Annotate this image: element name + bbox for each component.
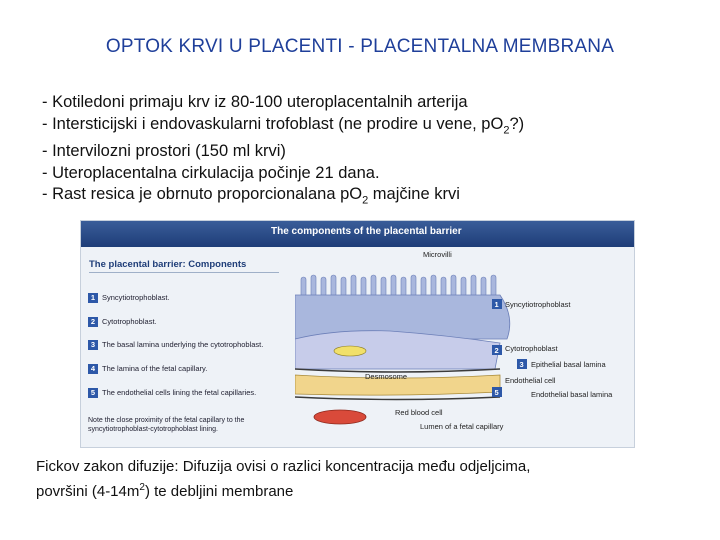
- bullet-list: [42, 92, 524, 212]
- label-syncytiotrophoblast: Syncytiotrophoblast: [505, 300, 571, 309]
- figure-header-title: The components of the placental barrier: [271, 226, 462, 237]
- caption-line-1: Fickov zakon difuzije: Difuzija ovisi o razlici koncentracija među odjeljcima,: [36, 458, 531, 475]
- figure-note: Note the close proximity of the fetal capillary to the syncytiotrophoblast-cytotrophoblast lining.: [88, 417, 245, 433]
- component-item: 5 The endothelial cells lining the fetal capillaries.: [88, 388, 293, 398]
- label-cytotrophoblast: Cytotrophoblast: [505, 344, 558, 353]
- component-item: 2 Cytotrophoblast.: [88, 317, 293, 327]
- red-blood-cell-shape: [314, 410, 366, 424]
- components-title: The placental barrier: Components: [89, 259, 279, 273]
- desmosome-shape: [334, 346, 366, 356]
- label-desmosome: Desmosome: [365, 372, 408, 381]
- label-red-blood-cell: Red blood cell: [395, 408, 443, 417]
- components-panel: [81, 247, 295, 447]
- bullet-item: - Kotiledoni primaju krv iz 80-100 uteroplacentalnih arterija: [42, 93, 468, 111]
- bullet-item: - Rast resica je obrnuto proporcionalana $pO_2$ majčine krvi: [42, 185, 460, 207]
- component-item: 4 The lamina of the fetal capillary.: [88, 364, 293, 374]
- placental-barrier-figure: [80, 220, 635, 448]
- label-lumen: Lumen of a fetal capillary: [420, 422, 504, 431]
- bullet-item: - Intersticijski i endovaskularni trofoblast (ne prodire u vene, $pO_2$?): [42, 114, 525, 136]
- label-endothelial-cell: Endothelial cell: [505, 376, 556, 385]
- marker-3: 3: [519, 360, 524, 369]
- caption-line-2: površini $(4-14m^2)$ te debljini membrane: [36, 482, 294, 500]
- marker-2: 2: [494, 346, 499, 355]
- bullet-item: - Uteroplacentalna cirkulacija počinje 21 dana.: [42, 163, 380, 182]
- label-epithelial-basal-lamina: Epithelial basal lamina: [531, 360, 606, 369]
- label-endothelial-basal-lamina: Endothelial basal lamina: [531, 390, 613, 399]
- fick-law-caption: [36, 456, 676, 502]
- label-microvilli: Microvilli: [423, 250, 452, 259]
- slide-title: OPTOK KRVI U PLACENTI - PLACENTALNA MEMBRANA: [105, 36, 615, 57]
- bullet-item: - Intervilozni prostori (150 ml krvi): [42, 142, 286, 161]
- marker-5: 5: [494, 388, 499, 397]
- component-item: 3 The basal lamina underlying the cytotrophoblast.: [88, 340, 293, 350]
- component-item: 1 Syncytiotrophoblast.: [88, 293, 293, 303]
- figure-header: [81, 221, 634, 247]
- barrier-diagram: [295, 247, 634, 447]
- marker-1: 1: [494, 300, 499, 309]
